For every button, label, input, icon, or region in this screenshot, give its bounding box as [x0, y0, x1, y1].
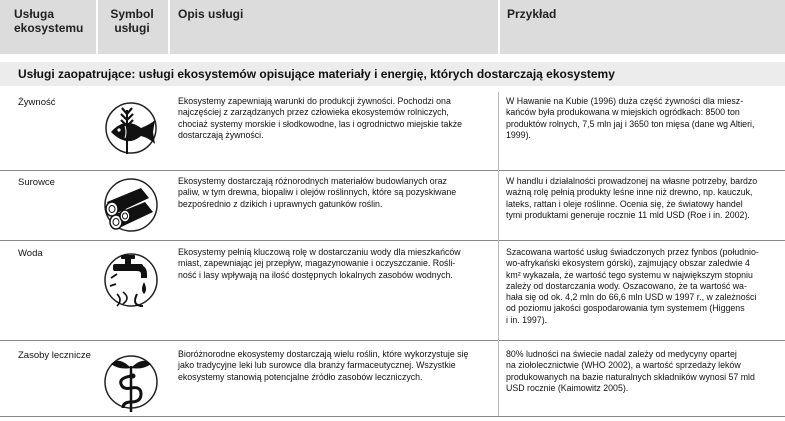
example-line: wo-afrykański ekosystem górski), zajmujący obszar zaledwie 4: [506, 258, 750, 269]
example-line: zależy od dostarczania wody. Oszacowano, że ta wartość wa-: [506, 280, 747, 291]
desc-line: najczęściej z zarządzanych przez człowieka ekosystemów rolniczych,: [178, 107, 449, 118]
desc-line: ekosystemy stanowią potencjalne źródło zasobów leczniczych.: [178, 371, 423, 382]
example-line: na ziołolecznictwie (WHO 2002), a wartość sprzedaży leków: [506, 360, 741, 371]
desc-line: paliw, w tym drewna, biopaliw i olejów roślinnych, które są pozyskiwane: [178, 187, 457, 198]
header-divider: [168, 0, 170, 54]
header-service: [14, 7, 89, 61]
example-line: W Hawanie na Kubie (1996) duża część żywności dla miesz-: [506, 96, 744, 106]
example-line: i in. 1997).: [506, 314, 548, 325]
row-food-example: [506, 96, 776, 141]
row-food-name: Żywność: [18, 97, 56, 108]
header-service-line1: Usługa: [14, 7, 55, 21]
desc-line: jako tradycyjne leki lub surowce dla branży farmaceutycznej. Wszystkie: [178, 360, 456, 371]
fish-wheat-icon: [97, 92, 165, 167]
example-line: Szacowana wartość usług świadczonych przez fynbos (południo-: [506, 247, 759, 257]
desc-line: chociaż systemy morskie i słodkowodne, las i ogrodnictwo miejskie także: [178, 118, 463, 129]
desc-line: Ekosystemy dostarczają różnorodnych materiałów budowlanych oraz: [178, 176, 447, 186]
section-title: Usługi zaopatrujące: usługi ekosystemów opisujące materiały i energię, których dostarczają ekosystemy: [18, 67, 615, 81]
row-materials-description: [178, 176, 498, 210]
row-medicinal-example: [506, 349, 776, 394]
example-line: hała się od ok. 4,2 mln do 66,6 mln USD w 1997 r., w zależności: [506, 292, 757, 303]
row-divider: [0, 340, 785, 341]
desc-line: Bioróżnorodne ekosystemy dostarczają wielu roślin, które wykorzystuje się: [178, 349, 469, 359]
caduceus-icon: [97, 346, 165, 421]
row-divider: [0, 170, 785, 171]
row-water-name: Woda: [18, 248, 43, 259]
desc-line: Ekosystemy pełnią kluczową rolę w dostarczaniu wody dla mieszkańców: [178, 247, 461, 257]
example-line: produkowanych na bazie naturalnych składników wynosi 57 mld: [506, 371, 755, 382]
logs-icon: [97, 172, 165, 243]
row-materials-example: [506, 176, 776, 221]
header-example: Przykład: [507, 7, 557, 21]
header-symbol-line1: Symbol: [110, 7, 154, 21]
water-tap-icon: [97, 244, 165, 319]
header-divider: [498, 0, 500, 54]
desc-line: ność i lasy wpływają na ilość dostępnych lokalnych zasobów wodnych.: [178, 269, 453, 280]
example-line: kańców była produkowana w miejskich ogródkach: 8500 ton: [506, 107, 740, 118]
header-description: Opis usługi: [178, 7, 244, 21]
example-line: km² wykazała, że wartość tego systemu w największym stopniu: [506, 269, 753, 280]
row-medicinal-name: Zasoby lecznicze: [18, 350, 91, 361]
example-line: 80% ludności na świecie nadal zależy od medycyny opartej: [506, 349, 737, 359]
row-water-example: [506, 247, 776, 326]
example-line: od poziomu jakości gospodarowania tym systemem (Higgens: [506, 303, 745, 314]
desc-line: miast, zapewniając jej przepływ, magazynowanie i oczyszczanie. Rośli-: [178, 258, 456, 269]
example-line: lateks, rattan i oleje roślinne. Ocenia się, że światowy handel: [506, 198, 743, 209]
section-header: [0, 62, 785, 86]
example-line: ważną rolę pełnią produkty leśne inne niż drewno, np. kauczuk,: [506, 187, 753, 198]
example-line: tymi produktami generuje rocznie 11 mld USD (Roe i in. 2002).: [506, 209, 750, 220]
column-divider: [498, 92, 499, 416]
example-line: 1999).: [506, 129, 531, 140]
example-line: USD rocznie (Kaimowitz 2005).: [506, 382, 629, 393]
row-water-description: [178, 247, 498, 281]
row-materials-name: Surowce: [18, 177, 55, 188]
example-line: W handlu i działalności prowadzonej na własne potrzeby, bardzo: [506, 176, 758, 186]
example-line: produktów rolnych, 7,5 mln jaj i 3650 ton mięsa (dane wg Altieri,: [506, 118, 755, 129]
desc-line: dostarczają żywności.: [178, 129, 264, 140]
header-symbol-line2: usługi: [114, 21, 150, 35]
desc-line: bezpośrednio z dzikich i uprawnych gatunków roślin.: [178, 198, 383, 209]
row-medicinal-description: [178, 349, 498, 383]
row-food-description: [178, 96, 498, 141]
desc-line: Ekosystemy zapewniają warunki do produkcji żywności. Pochodzi ona: [178, 96, 451, 106]
table-header: [0, 0, 785, 54]
header-service-line2: ekosystemu: [14, 21, 84, 35]
header-symbol: [98, 7, 166, 61]
